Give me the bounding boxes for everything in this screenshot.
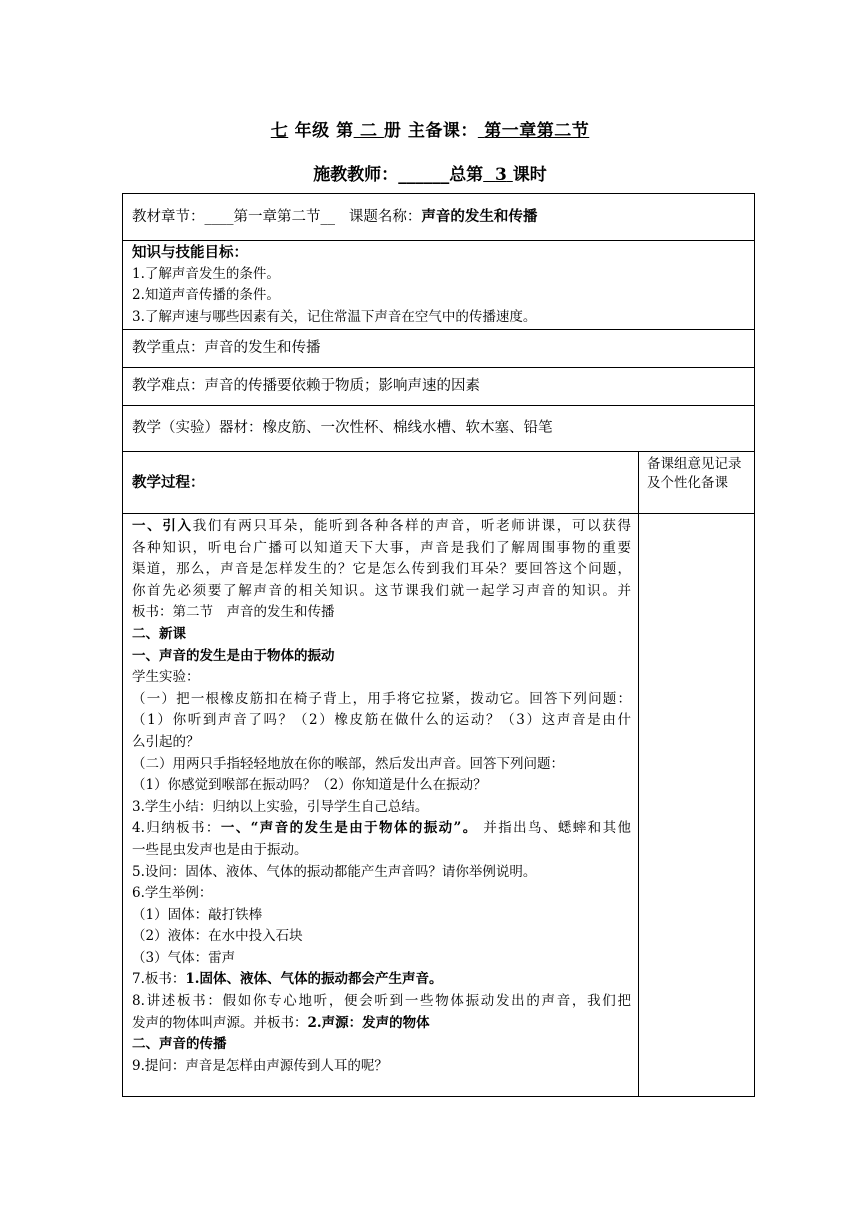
equipment: 教学（实验）器材：橡皮筋、一次性杯、棉线水槽、软木塞、铅笔 [132,420,553,436]
key-point: 教学重点：声音的发生和传播 [132,340,321,356]
book-prefix: 第 [336,121,354,141]
side-note-header: 备课组意见记录及个性化备课 [647,456,742,491]
process-line: 发声的物体叫声源。并板书：2.声源：发声的物体 [132,1014,430,1031]
process-line: （一）把一根橡皮筋扣在椅子背上，用手将它拉紧，拨动它。回答下列问题： [132,690,631,707]
intro-head: 一、引入 [132,518,193,534]
total-prefix: 总第 [449,165,484,185]
process-line: 一些昆虫发声也是由于振动。 [132,841,308,858]
teacher-label: 施教教师： [313,165,399,185]
process-line: 4.归纳板书：一、“声音的发生是由于物体的振动”。 并指出鸟、蟋蟀和其他 [132,820,631,837]
new-lesson-heading: 二、新课 [132,625,186,642]
section-1-heading: 一、声音的发生是由于物体的振动 [132,647,335,664]
prep-label: 主备课： [407,121,478,141]
objectives-row [123,240,754,329]
process-line: （3）气体：雷声 [132,949,236,966]
process-line: 板书：第二节 声音的发生和传播 [132,604,335,621]
difficulty-row [123,367,754,405]
side-column-divider [638,451,639,1096]
process-title: 教学过程： [132,474,205,491]
process-line: 各种知识，听电台广播可以知道天下大事，声音是我们了解周围事物的重要 [132,539,631,556]
total-suffix: 课时 [512,165,547,185]
grade-value: 七 [270,121,289,141]
lesson-number: 3 [495,165,507,185]
chapter-row [123,194,754,240]
difficulty: 教学难点：声音的传播要依赖于物质；影响声速的因素 [132,378,480,394]
objectives-title: 知识与技能目标： [132,244,248,261]
process-line: 9.提问：声音是怎样由声源传到人耳的呢？ [132,1057,388,1074]
process-line: 7.板书：1.固体、液体、气体的振动都会产生声音。 [132,971,443,988]
objectives-cell [123,242,536,328]
topic-label: 课题名称： [348,209,422,225]
process-line: （1）固体：敲打铁棒 [132,906,263,923]
process-line: 8.讲述板书：假如你专心地听，便会听到一些物体振动发出的声音，我们把 [132,993,631,1010]
chapter-value: ____第一章第二节__ [204,209,335,225]
process-body-row [123,513,754,1097]
header-line-1 [0,116,860,141]
process-line: 渠道，那么，声音是怎样发生的？它是怎么传到我们耳朵？要回答这个问题， [132,561,631,578]
process-line: 5.设问：固体、液体、气体的振动都能产生声音吗？请你举例说明。 [132,863,537,880]
process-line: 3.学生小结：归纳以上实验，引导学生自己总结。 [132,798,429,815]
objective-item: 3.了解声速与哪些因素有关，记住常温下声音在空气中的传播速度。 [132,308,537,325]
teacher-blank: ______ [398,165,450,185]
prep-value: 第一章第二节 [484,121,590,141]
process-content [123,516,631,1077]
process-line: 学生实验： [132,669,200,686]
chapter-topic-cell [123,206,537,229]
process-line: 么引起的？ [132,733,200,750]
process-line: （2）液体：在水中投入石块 [132,928,303,945]
grade-label: 年级 [294,121,330,141]
key-point-row [123,329,754,367]
process-line: 6.学生举例： [132,885,213,902]
book-label: 册 [383,121,402,141]
book-value: 二 [360,121,378,141]
process-line: 你首先必须要了解声音的相关知识。这节课我们就一起学习声音的知识。并 [132,582,631,599]
chapter-label: 教材章节： [132,209,205,225]
lesson-plan-table [122,193,755,1097]
process-line: （1）你听到声音了吗？（2）橡皮筋在做什么的运动？（3）这声音是由什 [132,712,631,729]
header-line-2 [0,160,860,185]
objective-item: 2.知道声音传播的条件。 [132,287,280,304]
equipment-row [123,405,754,451]
process-line: （二）用两只手指轻轻地放在你的喉部，然后发出声音。回答下列问题： [132,755,564,772]
process-header-row [123,451,754,513]
objective-item: 1.了解声音发生的条件。 [132,265,280,282]
topic-value: 声音的发生和传播 [421,208,538,225]
section-2-heading: 二、声音的传播 [132,1036,227,1053]
process-line: 一、引入我们有两只耳朵，能听到各种各样的声音，听老师讲课，可以获得 [132,518,631,534]
process-line: （1）你感觉到喉部在振动吗？（2）你知道是什么在振动？ [132,777,487,794]
